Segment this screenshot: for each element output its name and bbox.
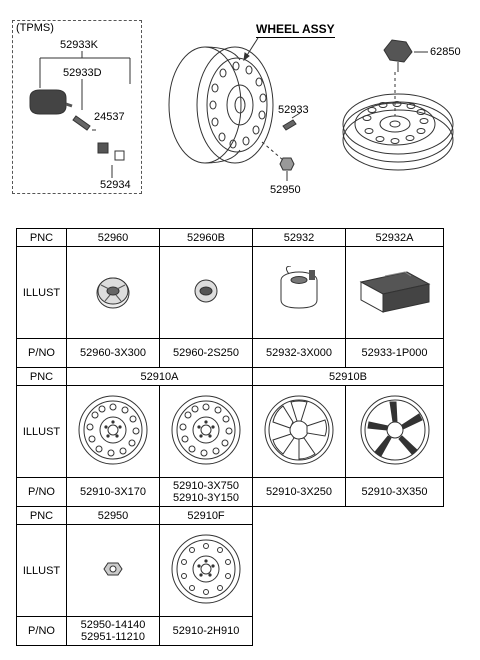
callout-52934: 52934 [100,179,131,191]
pno-cell: 52933-1P000 [346,339,444,368]
center-cap-icon [191,276,221,306]
table-row [17,339,444,368]
illust-tire-mobility-kit [253,247,346,339]
empty-cell [253,507,444,646]
pno-line: 52910-3Y150 [172,492,240,504]
wheel-assy-label: WHEEL ASSY [256,22,335,36]
table-row [17,229,444,247]
hubcap-icon [93,271,133,311]
row-label-illust: ILLUST [17,247,67,339]
pno-cell: 52910-2H910 [160,617,253,646]
pno-line: 52950-14140 [80,619,146,631]
row-label-illust: ILLUST [17,386,67,478]
table-row [17,247,444,339]
row-label-pnc: PNC [17,507,67,525]
pnc-cell: 52960 [67,229,160,247]
row-label-pno: P/NO [17,339,67,368]
alloy-wheel-icon [357,392,433,468]
tpms-label: (TPMS) [16,22,54,34]
pnc-cell: 52910F [160,507,253,525]
illust-alloy-wheel [253,386,346,478]
pno-cell: 52932-3X000 [253,339,346,368]
pnc-cell: 52932A [346,229,444,247]
wheel-nut-icon [103,559,123,579]
row-label-illust: ILLUST [17,525,67,617]
callout-52933K: 52933K [60,39,98,51]
callout-52950: 52950 [270,184,301,196]
compressor-kit-icon [355,264,435,318]
pnc-cell: 52910B [253,368,444,386]
spare-wheel-icon [168,531,244,607]
pno-cell: 52910-3X170 [67,478,160,507]
steel-wheel-icon [168,392,244,468]
pno-cell: 52910-3X250 [253,478,346,507]
parts-table [16,228,444,646]
row-label-pnc: PNC [17,368,67,386]
pno-line: 52910-3X750 [172,480,240,492]
pno-cell-multi [67,617,160,646]
pno-line: 52951-11210 [80,631,146,643]
callout-52933D: 52933D [63,67,102,79]
exploded-diagram [0,0,480,210]
pno-cell-multi [160,478,253,507]
table-row [17,368,444,386]
row-label-pnc: PNC [17,229,67,247]
illust-compressor-kit [346,247,444,339]
pnc-cell: 52910A [67,368,253,386]
illust-wheel-nut [67,525,160,617]
callout-24537: 24537 [94,111,125,123]
alloy-wheel-icon [261,392,337,468]
table-row [17,478,444,507]
tire-mobility-kit-icon [269,266,329,316]
steel-wheel-icon [75,392,151,468]
illust-alloy-wheel [346,386,444,478]
row-label-pno: P/NO [17,617,67,646]
illust-center-cap [160,247,253,339]
callout-52933: 52933 [278,104,309,116]
illust-steel-wheel [67,386,160,478]
pno-cell: 52910-3X350 [346,478,444,507]
pnc-cell: 52950 [67,507,160,525]
illust-steel-wheel [160,386,253,478]
pno-cell: 52960-2S250 [160,339,253,368]
pnc-cell: 52932 [253,229,346,247]
row-label-pno: P/NO [17,478,67,507]
table-row [17,386,444,478]
illust-hubcap [67,247,160,339]
illust-spare-wheel [160,525,253,617]
pnc-cell: 52960B [160,229,253,247]
pno-cell: 52960-3X300 [67,339,160,368]
callout-62850: 62850 [430,46,461,58]
table-row [17,507,444,525]
